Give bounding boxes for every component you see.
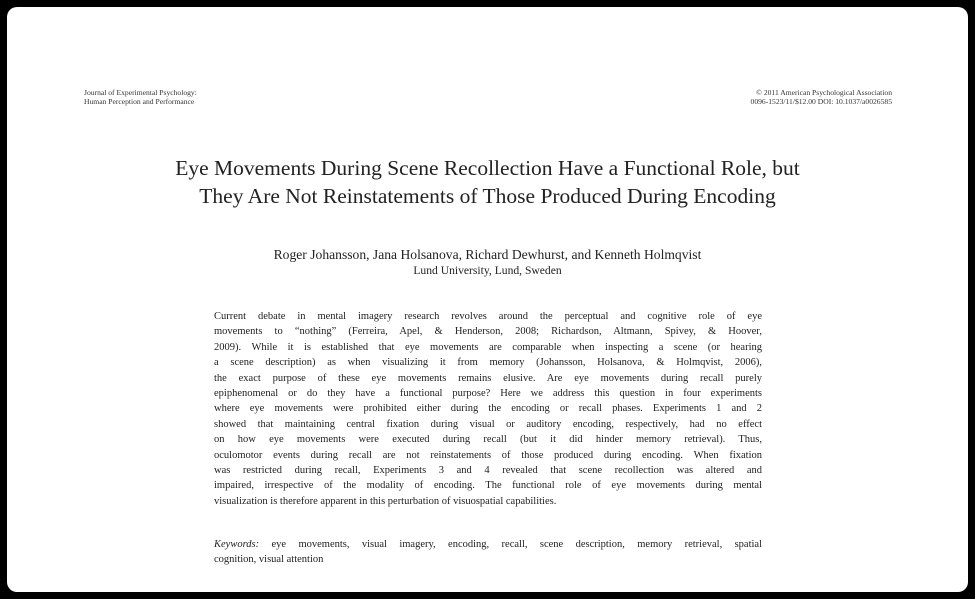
journal-name-line2: Human Perception and Performance: [84, 96, 195, 106]
abstract: [214, 309, 762, 509]
author-list: Roger Johansson, Jana Holsanova, Richard Dewhurst, and Kenneth Holmqvist: [273, 247, 702, 262]
abstract-line: where eye movements were prohibited either during the encoding or recall phases. Experiments 1 and 2: [214, 403, 762, 415]
author-affiliation: Lund University, Lund, Sweden: [413, 264, 562, 277]
abstract-line: movements to “nothing” (Ferreira, Apel, & Henderson, 2008; Richardson, Altmann, Spivey, & Hoover,: [214, 326, 762, 338]
abstract-line: visualization is therefore apparent in this perturbation of visuospatial capabilities.: [214, 495, 557, 507]
issn-doi: 0096-1523/11/$12.00 DOI: 10.1037/a0026585: [750, 96, 892, 106]
abstract-line: 2009). While it is established that eye movements are comparable when inspecting a scene (or hearing: [214, 341, 762, 353]
abstract-line: the exact purpose of these eye movements remains elusive. Are eye movements during recall purely: [214, 372, 762, 384]
keywords-line1: [214, 537, 762, 552]
keywords-text-line2: cognition, visual attention: [214, 554, 324, 566]
paper-page: [7, 7, 968, 592]
abstract-line: on how eye movements were executed during recall (but it did hinder memory retrieval). Thus,: [214, 434, 762, 446]
abstract-line: oculomotor events during recall are not reinstatements of those produced during encoding. When fixation: [214, 449, 762, 461]
copyright-header: [751, 89, 892, 106]
abstract-line: epiphenomenal or do they have a functional purpose? Here we address this question in four experiments: [214, 387, 762, 399]
copyright-notice: © 2011 American Psychological Association: [756, 88, 892, 97]
paper-title-line2: They Are Not Reinstatements of Those Produced During Encoding: [199, 184, 776, 208]
abstract-line: was restricted during recall, Experiments 3 and 4 revealed that scene recollection was altered and: [214, 464, 762, 476]
journal-header: [84, 89, 197, 106]
abstract-line: a scene description) as when visualizing it from memory (Johansson, Holsanova, & Holmqvist, 2006),: [214, 357, 762, 369]
abstract-line: impaired, irrespective of the modality of encoding. The functional role of eye movements during mental: [214, 480, 762, 492]
keywords: [214, 537, 762, 568]
abstract-line: Current debate in mental imagery research revolves around the perceptual and cognitive role of eye: [214, 311, 762, 322]
paper-title: [7, 154, 968, 210]
keywords-label: Keywords:: [214, 539, 260, 550]
paper-title-line1: Eye Movements During Scene Recollection Have a Functional Role, but: [175, 156, 800, 180]
abstract-line: showed that maintaining central fixation during visual or auditory encoding, respectively, had no effect: [214, 418, 762, 430]
journal-name-line1: Journal of Experimental Psychology:: [84, 88, 197, 97]
keywords-text-line1: eye movements, visual imagery, encoding, recall, scene description, memory retrieval, spatial: [271, 539, 763, 550]
